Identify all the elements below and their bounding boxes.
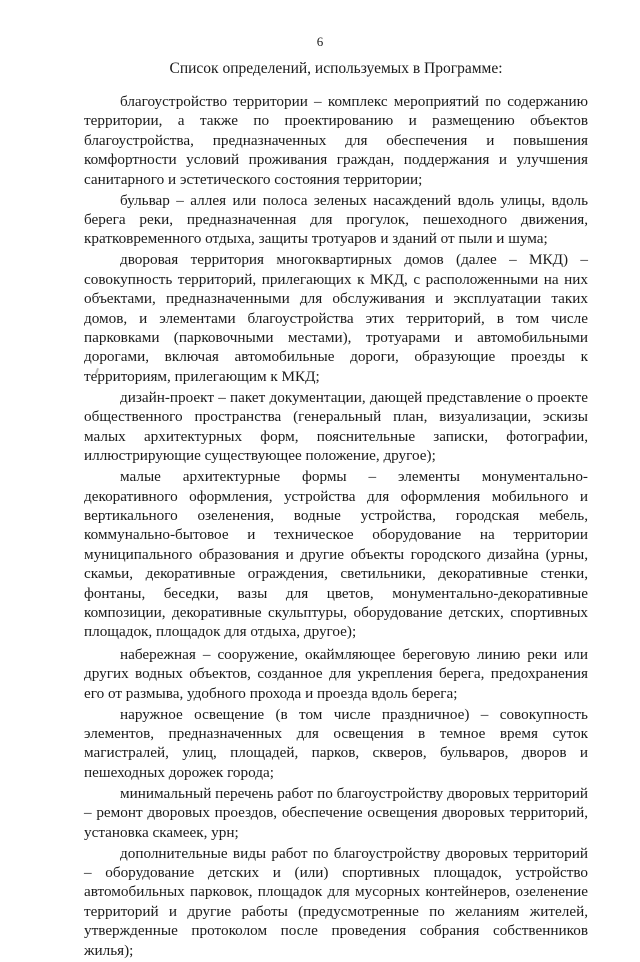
definition-embankment: набережная – сооружение, окаймляющее береговую линию реки или других водных объектов, созданное для укрепления берега, предохранения его от размыва, удобного прохода и проезда вдоль берега; xyxy=(84,645,588,702)
definition-minimum-work-list: минимальный перечень работ по благоустройству дворовых территорий – ремонт дворовых проездов, обеспечение освещения дворовых территорий, установка скамеек, урн; xyxy=(84,784,588,841)
definition-outdoor-lighting: наружное освещение (в том числе праздничное) – совокупность элементов, предназначенных для освещения в темное время суток магистралей, улиц, площадей, парков, скверов, бульваров, дворов и пешеходных дорожек города; xyxy=(84,705,588,781)
definition-design-project: дизайн-проект – пакет документации, дающей представление о проекте общественного пространства (генеральный план, визуализации, эскизы малых архитектурных форм, пояснительные записки, фотографии, иллюстрирующие существующее положение, другое); xyxy=(84,388,588,465)
definition-additional-work-types: дополнительные виды работ по благоустройству дворовых территорий – оборудование детских и (или) спортивных площадок, устройство автомобильных парковок, площадок для мусорных контейнеров, озеленение территорий и другие работы (предусмотренные по желаниям жителей, утвержденные протоколом после проведения собрания собственников жилья); xyxy=(84,844,588,959)
definition-courtyard-territory: дворовая территория многоквартирных домов (далее – МКД) – совокупность территорий, прилегающих к МКД, с расположенными на них объектами, предназначенными для обслуживания и эксплуатации таких домов, и элементами благоустройства этих территорий, в том числе парковками (парковочными местами), тротуарами и автомобильными дорогами, включая автомобильные дороги, образующие проезды к территориям, прилегающим к МКД; xyxy=(84,251,588,385)
definition-small-architectural-forms: малые архитектурные формы – элементы монументально-декоративного оформления, устройства для оформления мобильного и вертикального озеленения, водные устройства, городская мебель, коммунально-бытовое и техническое оборудование на территории муниципального образования и другие объекты городского дизайна (урны, скамьи, декоративные ограждения, светильники, декоративные стенки, фонтаны, беседки, вазы для цветов, монументально-декоративные композиции, декоративные скульптуры, оборудование детских, спортивных площадок, площадок для отдыха, другое); xyxy=(84,468,588,641)
definitions-list-title: Список определений, используемых в Программе: xyxy=(169,60,503,77)
definition-boulevard: бульвар – аллея или полоса зеленых насаждений вдоль улицы, вдоль берега реки, предназначенная для прогулок, пешеходного движения, кратковременного отдыха, защиты тротуаров и зданий от пыли и шума; xyxy=(84,191,588,248)
definition-landscaping: благоустройство территории – комплекс мероприятий по содержанию территории, а также по проектированию и размещению объектов благоустройства, предназначенных для обеспечения и повышения комфортности условий проживания граждан, поддержания и улучшения санитарного и эстетического состояния территории; xyxy=(84,93,588,188)
definitions-list xyxy=(84,92,588,962)
page-number: 6 xyxy=(316,34,324,49)
